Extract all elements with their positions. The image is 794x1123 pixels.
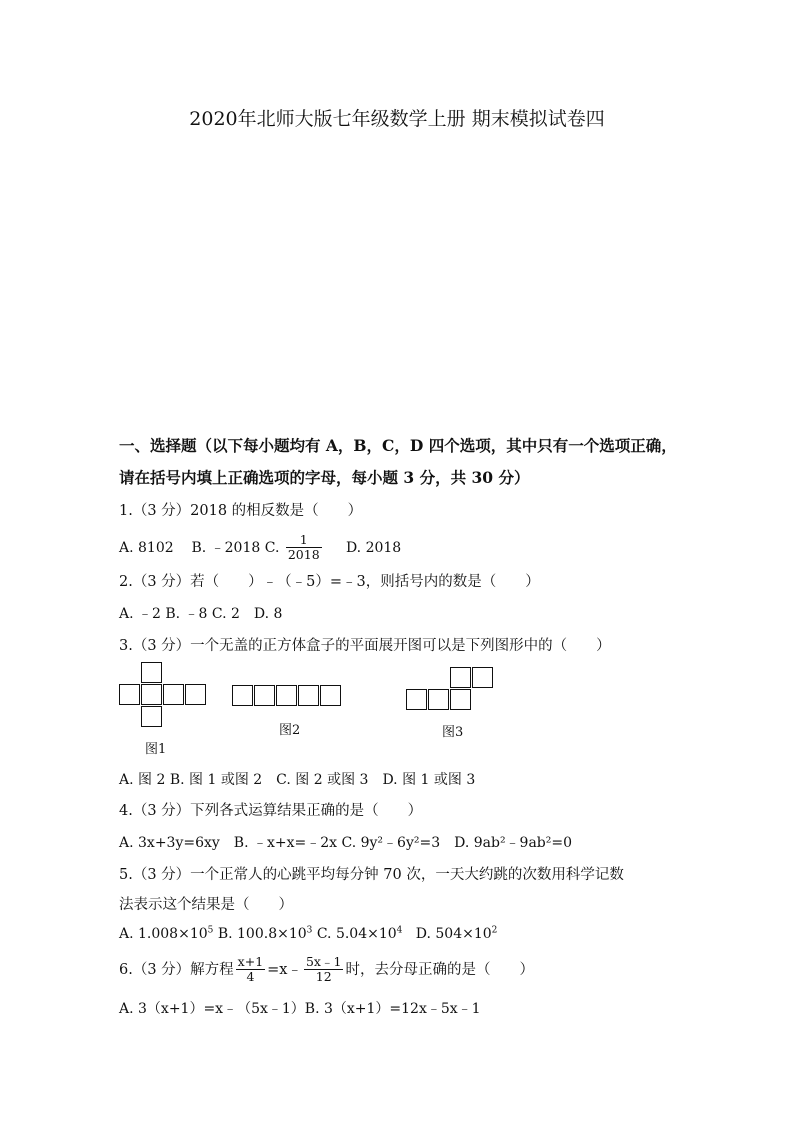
q6-prefix: 6.（3 分）解方程 bbox=[119, 961, 234, 978]
section-heading-line2: 请在括号内填上正确选项的字母，每小题 3 分，共 30 分） bbox=[119, 468, 530, 487]
fraction-numerator: x+1 bbox=[237, 954, 264, 969]
net-square bbox=[450, 667, 471, 688]
q1-option-a: A. 8102 bbox=[119, 539, 174, 556]
q6-fraction-2 bbox=[304, 955, 343, 985]
q5-option-b-base: B. 100.8×10 bbox=[217, 925, 307, 942]
q1-option-b: B. ﹣2018 bbox=[191, 539, 261, 556]
question-5-stem-line2: 法表示这个结果是（ ） bbox=[119, 897, 293, 913]
question-6-options: A. 3（x+1）=x﹣（5x﹣1）B. 3（x+1）=12x﹣5x﹣1 bbox=[119, 1001, 481, 1017]
net-square bbox=[254, 685, 275, 706]
question-5-stem-line1: 5.（3 分）一个正常人的心跳平均每分钟 70 次，一天大约跳的次数用科学记数 bbox=[119, 867, 624, 883]
question-5-options bbox=[119, 925, 497, 942]
question-4-options: A. 3x+3y=6xy B. ﹣x+x=﹣2x C. 9y²﹣6y²=3 D. 9ab²﹣9ab²=0 bbox=[119, 835, 573, 851]
q5-option-b-exponent: 3 bbox=[306, 925, 313, 935]
net-square bbox=[320, 685, 341, 706]
net-square bbox=[141, 662, 162, 683]
question-3-stem: 3.（3 分）一个无盖的正方体盒子的平面展开图可以是下列图形中的（ ） bbox=[119, 638, 611, 654]
net-square bbox=[298, 685, 319, 706]
q5-option-b bbox=[218, 926, 313, 942]
q1-option-c-label: C. bbox=[264, 539, 280, 556]
net-square bbox=[406, 689, 427, 710]
q1-option-c-fraction bbox=[286, 533, 322, 563]
question-1-options bbox=[119, 533, 401, 563]
q6-suffix: 时，去分母正确的是（ ） bbox=[345, 961, 534, 978]
question-2-stem: 2.（3 分）若（ ）﹣（﹣5）=﹣3，则括号内的数是（ ） bbox=[119, 574, 540, 590]
q5-option-d bbox=[416, 926, 498, 942]
page-title: 2020年北师大版七年级数学上册 期末模拟试卷四 bbox=[189, 108, 605, 130]
question-3-options: A. 图 2 B. 图 1 或图 2 C. 图 2 或图 3 D. 图 1 或图 3 bbox=[119, 772, 476, 788]
net-square bbox=[163, 684, 184, 705]
net-square bbox=[141, 706, 162, 727]
q5-option-c-base: C. 5.04×10 bbox=[316, 925, 397, 942]
q5-option-a-base: A. 1.008×10 bbox=[119, 925, 208, 942]
question-6-stem bbox=[119, 955, 534, 985]
question-4-stem: 4.（3 分）下列各式运算结果正确的是（ ） bbox=[119, 803, 423, 819]
question-2-options: A. ﹣2 B. ﹣8 C. 2 D. 8 bbox=[119, 606, 283, 622]
q1-option-d: D. 2018 bbox=[345, 539, 402, 556]
q6-middle: =x﹣ bbox=[267, 961, 302, 978]
figure-1-label: 图1 bbox=[145, 742, 167, 757]
q6-fraction-1 bbox=[236, 955, 265, 985]
q5-option-d-exponent: 2 bbox=[491, 925, 498, 935]
fraction-denominator: 4 bbox=[246, 969, 255, 985]
section-heading-line1: 一、选择题（以下每小题均有 A，B，C，D 四个选项，其中只有一个选项正确， bbox=[119, 436, 677, 455]
net-square bbox=[450, 689, 471, 710]
net-square bbox=[472, 667, 493, 688]
net-square bbox=[232, 685, 253, 706]
q5-option-c bbox=[317, 926, 403, 942]
net-square bbox=[185, 684, 206, 705]
fraction-numerator: 1 bbox=[286, 533, 322, 548]
figure-3-label: 图3 bbox=[442, 725, 464, 740]
net-square bbox=[276, 685, 297, 706]
q5-option-a-exponent: 5 bbox=[207, 925, 214, 935]
fraction-denominator: 2018 bbox=[287, 547, 320, 563]
fraction-numerator: 5x﹣1 bbox=[305, 954, 342, 969]
figure-2-label: 图2 bbox=[279, 723, 301, 738]
net-square bbox=[119, 684, 140, 705]
q5-option-d-base: D. 504×10 bbox=[415, 925, 492, 942]
q5-option-c-exponent: 4 bbox=[396, 925, 403, 935]
question-1-stem: 1.（3 分）2018 的相反数是（ ） bbox=[119, 503, 363, 519]
fraction-denominator: 12 bbox=[315, 969, 332, 985]
net-square bbox=[428, 689, 449, 710]
net-square bbox=[141, 684, 162, 705]
q5-option-a bbox=[119, 926, 213, 942]
